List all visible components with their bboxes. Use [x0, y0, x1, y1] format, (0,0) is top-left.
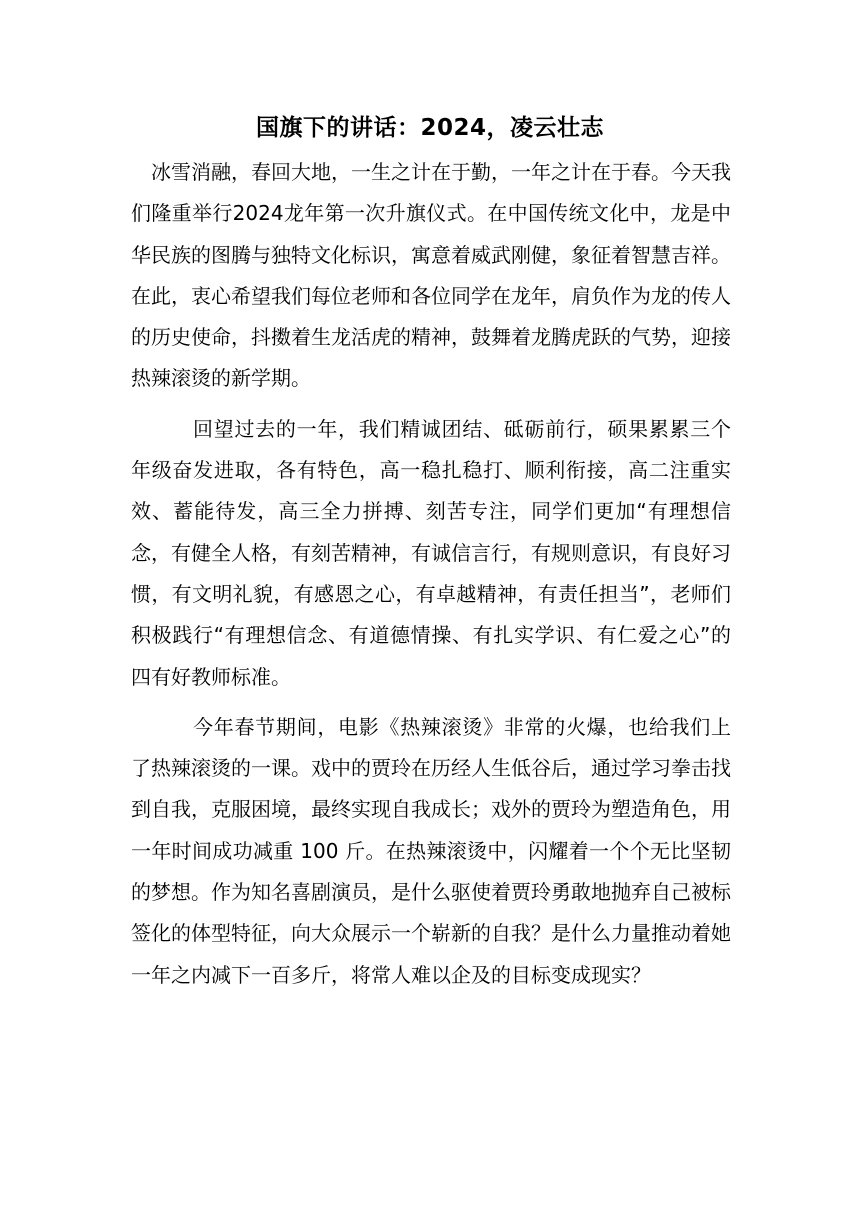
paragraph-1: 冰雪消融，春回大地，一生之计在于勤，一年之计在于春。今天我们隆重举行2024龙年第一次升旗仪式。在中国传统文化中，龙是中华民族的图腾与独特文化标识，寓意着威武刚健，象征着智慧吉祥。在此，衷心希望我们每位老师和各位同学在龙年，肩负作为龙的传人的历史使命，抖擞着生龙活虎的精神，鼓舞着龙腾虎跃的气势，迎接热辣滚烫的新学期。 [131, 160, 731, 391]
paragraph-3: 今年春节期间，电影《热辣滚烫》非常的火爆，也给我们上了热辣滚烫的一课。戏中的贾玲在历经人生低谷后，通过学习拳击找到自我，克服困境，最终实现自我成长；戏外的贾玲为塑造角色，用一年时间成功减重 100 斤。在热辣滚烫中，闪耀着一个个无比坚韧的梦想。作为知名喜剧演员，是什么驱使着贾玲勇敢地抛弃自己被标签化的体型特征，向大众展示一个崭新的自我？是什么力量推动着她一年之内减下一百多斤，将常人难以企及的目标变成现实？ [131, 714, 731, 987]
document-body [131, 152, 731, 996]
document-title: 国旗下的讲话：2024，凌云壮志 [255, 115, 604, 141]
paragraph-2: 回望过去的一年，我们精诚团结、砥砺前行，硕果累累三个年级奋发进取，各有特色，高一稳扎稳打、顺利衔接，高二注重实效、蓄能待发，高三全力拼搏、刻苦专注，同学们更加“有理想信念，有健全人格，有刻苦精神，有诚信言行，有规则意识，有良好习惯，有文明礼貌，有感恩之心，有卓越精神，有责任担当”，老师们积极践行“有理想信念、有道德情操、有扎实学识、有仁爱之心”的四有好教师标准。 [131, 416, 731, 689]
